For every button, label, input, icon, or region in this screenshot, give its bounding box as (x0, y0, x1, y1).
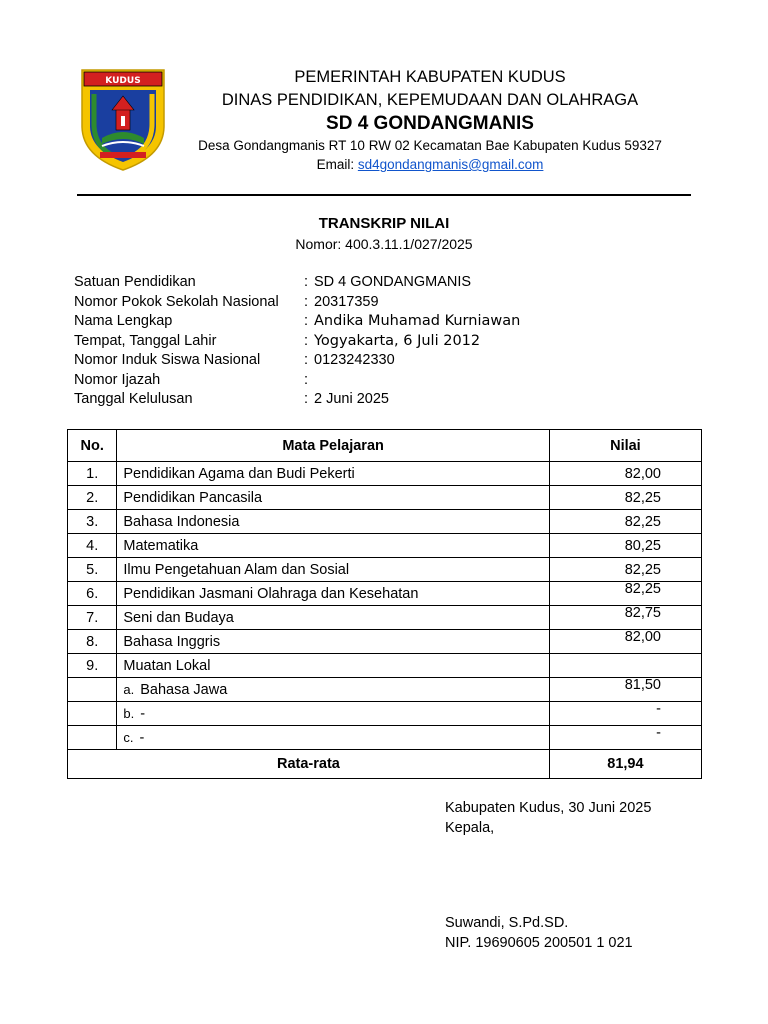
row-grade (549, 654, 701, 678)
table-row (68, 486, 702, 510)
table-row (68, 558, 702, 582)
row-grade: 82,00 (549, 462, 701, 486)
table-row (68, 462, 702, 486)
identity-colon: : (304, 313, 309, 329)
row-grade: 80,25 (549, 534, 701, 558)
document-title: TRANSKRIP NILAI (318, 215, 450, 232)
header-grade: Nilai (549, 430, 701, 462)
sub-row-no (68, 702, 117, 726)
row-no: 4. (68, 534, 117, 558)
row-grade: 82,25 (549, 582, 701, 606)
row-no: 2. (68, 486, 117, 510)
average-label: Rata-rata (68, 750, 550, 779)
identity-label: Nomor Ijazah (74, 371, 161, 388)
identity-colon: : (304, 332, 309, 349)
signature-position: Kepala, (445, 820, 495, 836)
average-row (68, 750, 702, 779)
table-sub-row (68, 726, 702, 750)
identity-colon: : (304, 371, 309, 388)
row-subject: Muatan Lokal (117, 654, 549, 678)
document-number: Nomor: 400.3.11.1/027/2025 (295, 236, 473, 252)
identity-label: Tanggal Kelulusan (74, 391, 193, 407)
row-grade: 82,00 (549, 630, 701, 654)
table-sub-row (68, 678, 702, 702)
identity-value: 2 Juni 2025 (314, 391, 389, 407)
sub-row-no (68, 726, 117, 750)
row-subject: Bahasa Inggris (117, 630, 549, 654)
sub-row-subject: Bahasa Jawa (140, 681, 228, 698)
school-name: SD 4 GONDANGMANIS (326, 113, 534, 134)
row-grade: 82,25 (549, 486, 701, 510)
table-header-row (68, 430, 702, 462)
sub-row-grade: 81,50 (549, 678, 701, 702)
table-sub-row (68, 702, 702, 726)
identity-colon: : (304, 293, 309, 310)
table-row (68, 534, 702, 558)
identity-value: 20317359 (314, 293, 379, 310)
identity-value: 0123242330 (314, 352, 395, 368)
sub-row-grade: - (549, 726, 701, 750)
identity-label: Satuan Pendidikan (74, 274, 196, 290)
identity-colon: : (304, 274, 309, 290)
sub-row-subject-cell (117, 702, 549, 726)
table-row (68, 654, 702, 678)
row-subject: Pendidikan Jasmani Olahraga dan Kesehatan (117, 582, 549, 606)
identity-label: Nama Lengkap (74, 313, 173, 329)
identity-label: Nomor Induk Siswa Nasional (74, 352, 261, 368)
identity-colon: : (304, 352, 309, 368)
header-divider (77, 194, 691, 196)
row-grade: 82,25 (549, 558, 701, 582)
row-no: 9. (68, 654, 117, 678)
row-subject: Bahasa Indonesia (117, 510, 549, 534)
signatory-name: Suwandi, S.Pd.SD. (445, 915, 569, 931)
header-subject: Mata Pelajaran (117, 430, 549, 462)
row-no: 6. (68, 582, 117, 606)
signatory-nip: NIP. 19690605 200501 1 021 (445, 935, 633, 951)
table-row (68, 630, 702, 654)
signature-place-date: Kabupaten Kudus, 30 Juni 2025 (445, 800, 652, 816)
identity-value: Yogyakarta, 6 Juli 2012 (314, 332, 481, 349)
sub-row-subject: - (139, 729, 145, 746)
identity-colon: : (304, 391, 309, 407)
email-label: Email: (316, 157, 358, 172)
table-row (68, 606, 702, 630)
row-grade: 82,75 (549, 606, 701, 630)
sub-row-subject-cell (117, 726, 549, 750)
sub-row-letter: a. (123, 681, 135, 697)
identity-value: Andika Muhamad Kurniawan (314, 313, 521, 329)
table-row (68, 510, 702, 534)
svg-text:KUDUS: KUDUS (105, 76, 141, 86)
row-subject: Seni dan Budaya (117, 606, 549, 630)
government-name: PEMERINTAH KABUPATEN KUDUS (294, 68, 566, 86)
email-link[interactable]: sd4gondangmanis@gmail.com (357, 157, 544, 172)
sub-row-subject: - (140, 705, 146, 722)
row-subject: Pendidikan Pancasila (117, 486, 549, 510)
sub-row-no (68, 678, 117, 702)
row-no: 1. (68, 462, 117, 486)
sub-row-letter: b. (123, 705, 135, 721)
header-no: No. (68, 430, 117, 462)
row-no: 7. (68, 606, 117, 630)
row-no: 3. (68, 510, 117, 534)
sub-row-letter: c. (123, 729, 134, 745)
identity-label: Nomor Pokok Sekolah Nasional (74, 293, 279, 310)
row-no: 8. (68, 630, 117, 654)
table-row (68, 582, 702, 606)
row-subject: Ilmu Pengetahuan Alam dan Sosial (117, 558, 549, 582)
identity-label: Tempat, Tanggal Lahir (74, 332, 217, 349)
grades-table (67, 429, 702, 779)
sub-row-subject-cell (117, 678, 549, 702)
row-no: 5. (68, 558, 117, 582)
average-value: 81,94 (549, 750, 701, 779)
kudus-regency-emblem (80, 68, 166, 172)
row-subject: Matematika (117, 534, 549, 558)
identity-value: SD 4 GONDANGMANIS (314, 274, 472, 290)
row-grade: 82,25 (549, 510, 701, 534)
sub-row-grade: - (549, 702, 701, 726)
school-address: Desa Gondangmanis RT 10 RW 02 Kecamatan Bae Kabupaten Kudus 59327 (198, 138, 662, 153)
row-subject: Pendidikan Agama dan Budi Pekerti (117, 462, 549, 486)
school-email-line (190, 157, 670, 172)
department-name: DINAS PENDIDIKAN, KEPEMUDAAN DAN OLAHRAGA (221, 91, 639, 109)
